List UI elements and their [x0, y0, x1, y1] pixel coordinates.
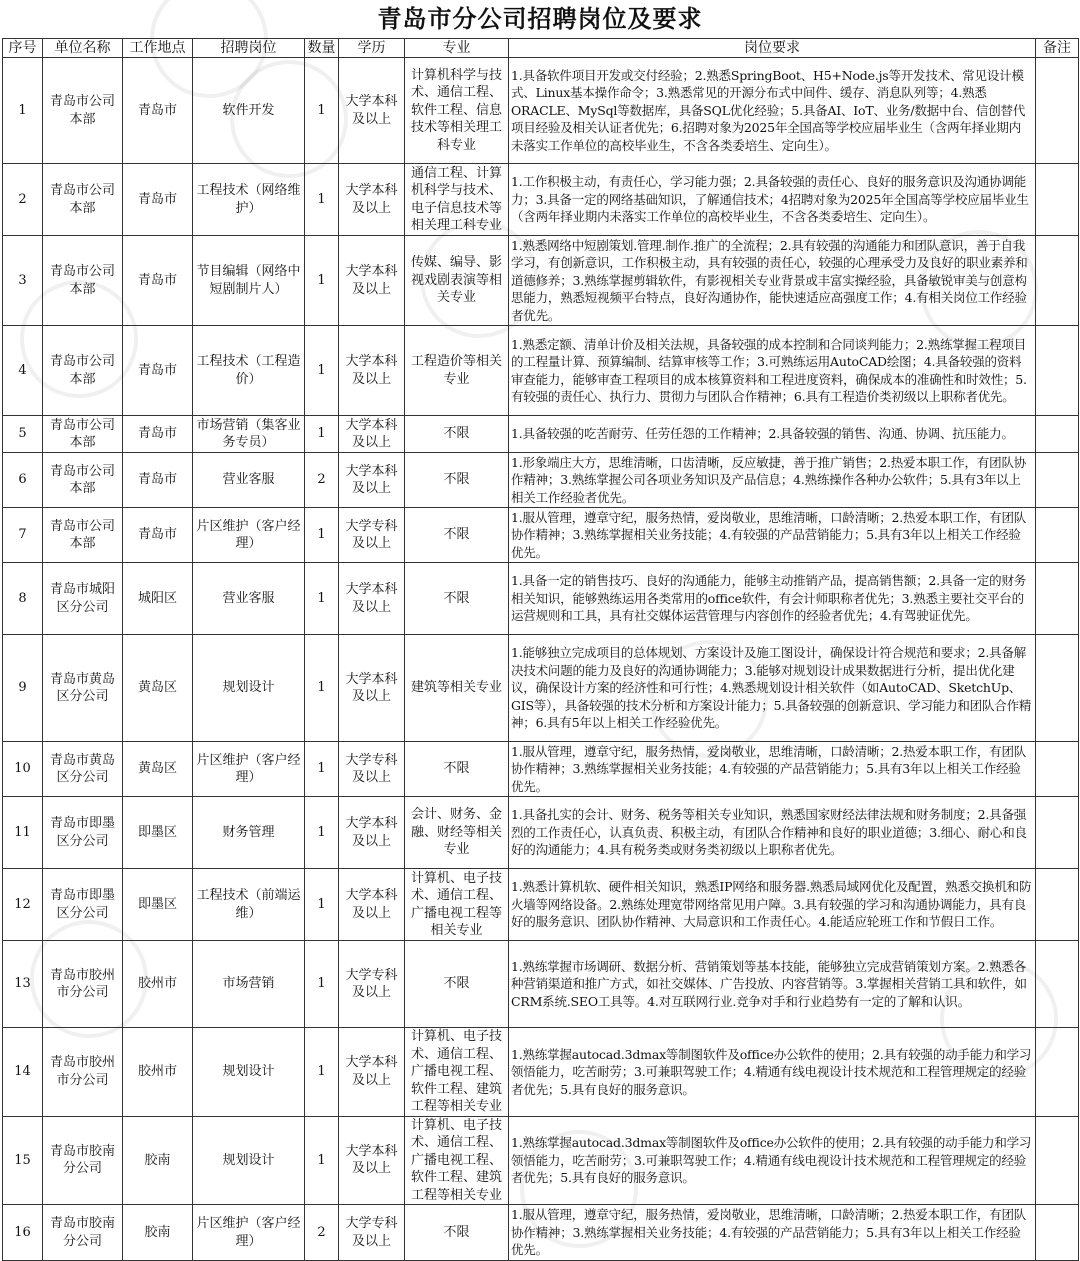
cell-req: 1.具备软件项目开发或交付经验；2.熟悉SpringBoot、H5+Node.js等开发技术、常见设计模式、Linux基本操作命令；3.熟悉常见的开源分布式中间件、缓存、消息队列等；4.熟悉ORACLE、MySql等数据库，具备SQL优化经验；5.具备AI、IoT、业务/数据中台、信创替代项目经验及相关认证者优先；6.招聘对象为2025年全国高等学校应届毕业生（含两年择业期内未落实工作单位的高校毕业生，不含各类委培生、定向生）。 [509, 58, 1036, 164]
cell-req: 1.形象端庄大方，思维清晰，口齿清晰，反应敏捷，善于推广销售；2.热爱本职工作，有团队协作精神；3.熟练掌握公司各项业务知识及产品信息；4.熟练操作各种办公软件；5.具有3年以上相关工作经验者优先。 [509, 453, 1036, 508]
cell-position: 市场营销 [193, 941, 305, 1028]
cell-position: 营业客服 [193, 563, 305, 635]
cell-place: 青岛市 [123, 508, 193, 563]
cell-req: 1.具备一定的销售技巧、良好的沟通能力，能够主动推销产品，提高销售额；2.具备一定的财务相关知识，能够熟练运用各类常用的office软件，有会计师职称者优先；3.熟悉主要社交平台的运营规则和工具，具有社交媒体运营管理与内容创作的经验者优先；4.有驾驶证优先。 [509, 563, 1036, 635]
cell-unit: 青岛市胶南分公司 [43, 1205, 123, 1261]
cell-major: 工程造价等相关专业 [405, 326, 509, 416]
cell-unit: 青岛市公司本部 [43, 416, 123, 453]
header-position: 招聘岗位 [193, 39, 305, 58]
header-edu: 学历 [339, 39, 405, 58]
cell-note [1036, 164, 1079, 236]
cell-major: 计算机科学与技术、通信工程、软件工程、信息技术等相关理工科专业 [405, 58, 509, 164]
cell-count: 1 [305, 563, 339, 635]
table-row [3, 1205, 1079, 1261]
cell-no: 9 [3, 635, 43, 742]
cell-major: 建筑等相关专业 [405, 635, 509, 742]
cell-edu: 大学专科及以上 [339, 508, 405, 563]
table-row [3, 635, 1079, 742]
header-note: 备注 [1036, 39, 1079, 58]
cell-place: 胶南 [123, 1116, 193, 1205]
cell-count: 2 [305, 453, 339, 508]
cell-note [1036, 797, 1079, 869]
cell-unit: 青岛市公司本部 [43, 453, 123, 508]
cell-position: 软件开发 [193, 58, 305, 164]
cell-note [1036, 453, 1079, 508]
cell-place: 青岛市 [123, 326, 193, 416]
cell-req: 1.服从管理，遵章守纪，服务热情，爱岗敬业，思维清晰，口龄清晰；2.热爱本职工作，有团队协作精神；3.熟练掌握相关业务技能；4.有较强的产品营销能力；5.具有3年以上相关工作经验优先。 [509, 1205, 1036, 1261]
cell-req: 1.熟练掌握autocad.3dmax等制图软件及office办公软件的使用；2.具有较强的动手能力和学习领悟能力，吃苦耐劳；3.可兼职驾驶工作；4.精通有线电视设计技术规范和工程管理规定的经验者优先；5.具有良好的服务意识。 [509, 1028, 1036, 1117]
cell-note [1036, 941, 1079, 1028]
header-unit: 单位名称 [43, 39, 123, 58]
cell-edu: 大学专科及以上 [339, 742, 405, 797]
cell-place: 青岛市 [123, 164, 193, 236]
cell-major: 不限 [405, 416, 509, 453]
cell-major: 通信工程、计算机科学与技术、电子信息技术等相关理工科专业 [405, 164, 509, 236]
header-req: 岗位要求 [509, 39, 1036, 58]
cell-position: 工程技术（前端运维） [193, 869, 305, 941]
cell-no: 13 [3, 941, 43, 1028]
cell-position: 节目编辑（网络中短剧制片人） [193, 236, 305, 326]
cell-no: 4 [3, 326, 43, 416]
header-count: 数量 [305, 39, 339, 58]
cell-edu: 大学本科及以上 [339, 416, 405, 453]
cell-major: 不限 [405, 941, 509, 1028]
cell-position: 工程技术（工程造价） [193, 326, 305, 416]
cell-major: 计算机、电子技术、通信工程、广播电视工程等相关专业 [405, 869, 509, 941]
cell-position: 财务管理 [193, 797, 305, 869]
cell-major: 不限 [405, 508, 509, 563]
cell-note [1036, 869, 1079, 941]
cell-no: 10 [3, 742, 43, 797]
cell-note [1036, 635, 1079, 742]
cell-edu: 大学本科及以上 [339, 326, 405, 416]
cell-req: 1.工作积极主动，有责任心，学习能力强；2.具备较强的责任心、良好的服务意识及沟通协调能力；3.具备一定的网络基础知识，了解通信技术；4招聘对象为2025年全国高等学校应届毕业生（含两年择业期内未落实工作单位的高校毕业生，不含各类委培生、定向生）。 [509, 164, 1036, 236]
cell-req: 1.能够独立完成项目的总体规划、方案设计及施工图设计，确保设计符合规范和要求；2.具备解决技术问题的能力及良好的沟通协调能力；3.能够对规划设计成果数据进行分析，提出优化建议，确保设计方案的经济性和可行性；4.熟悉规划设计相关软件（如AutoCAD、SketchUp、GIS等），具备较强的技术分析和方案设计能力；5.具备较强的创新意识、学习能力和团队合作精神；6.具有5年以上相关工作经验优先。 [509, 635, 1036, 742]
cell-req: 1.熟悉计算机软、硬件相关知识，熟悉IP网络和服务器.熟悉局域网优化及配置，熟悉交换机和防火墙等网络设备。2.熟练处理宽带网络常见用户障。3.具有较强的学习和沟通协调能力，具有良好的服务意识、团队协作精神、大局意识和工作责任心。4.能适应轮班工作和节假日工作。 [509, 869, 1036, 941]
cell-unit: 青岛市即墨区分公司 [43, 797, 123, 869]
cell-no: 5 [3, 416, 43, 453]
cell-count: 1 [305, 164, 339, 236]
cell-count: 1 [305, 236, 339, 326]
cell-place: 黄岛区 [123, 742, 193, 797]
cell-place: 黄岛区 [123, 635, 193, 742]
cell-major: 会计、财务、金融、财经等相关专业 [405, 797, 509, 869]
cell-note [1036, 1205, 1079, 1261]
cell-count: 1 [305, 58, 339, 164]
header-no: 序号 [3, 39, 43, 58]
header-major: 专业 [405, 39, 509, 58]
cell-edu: 大学专科及以上 [339, 941, 405, 1028]
cell-no: 12 [3, 869, 43, 941]
cell-count: 1 [305, 508, 339, 563]
cell-unit: 青岛市公司本部 [43, 508, 123, 563]
cell-no: 8 [3, 563, 43, 635]
cell-place: 青岛市 [123, 416, 193, 453]
cell-req: 1.服从管理，遵章守纪，服务热情，爱岗敬业，思维清晰，口龄清晰；2.热爱本职工作，有团队协作精神；3.熟练掌握相关业务技能；4.有较强的产品营销能力；5.具有3年以上相关工作经验优先。 [509, 742, 1036, 797]
cell-position: 市场营销（集客业务专员） [193, 416, 305, 453]
table-row [3, 236, 1079, 326]
cell-count: 1 [305, 1116, 339, 1205]
cell-no: 2 [3, 164, 43, 236]
cell-edu: 大学专科及以上 [339, 1205, 405, 1261]
header-row [3, 39, 1079, 58]
cell-count: 1 [305, 635, 339, 742]
cell-note [1036, 326, 1079, 416]
table-row [3, 416, 1079, 453]
cell-unit: 青岛市黄岛区分公司 [43, 742, 123, 797]
cell-position: 营业客服 [193, 453, 305, 508]
cell-note [1036, 416, 1079, 453]
cell-count: 2 [305, 1205, 339, 1261]
cell-place: 青岛市 [123, 236, 193, 326]
cell-major: 不限 [405, 453, 509, 508]
table-row [3, 869, 1079, 941]
cell-note [1036, 508, 1079, 563]
cell-place: 胶州市 [123, 941, 193, 1028]
cell-place: 即墨区 [123, 869, 193, 941]
table-row [3, 1028, 1079, 1117]
cell-position: 片区维护（客户经理） [193, 1205, 305, 1261]
cell-edu: 大学本科及以上 [339, 869, 405, 941]
cell-note [1036, 1116, 1079, 1205]
cell-unit: 青岛市公司本部 [43, 58, 123, 164]
cell-count: 1 [305, 869, 339, 941]
cell-unit: 青岛市城阳区分公司 [43, 563, 123, 635]
cell-note [1036, 58, 1079, 164]
cell-note [1036, 563, 1079, 635]
cell-position: 片区维护（客户经理） [193, 742, 305, 797]
cell-major: 计算机、电子技术、通信工程、广播电视工程、软件工程、建筑工程等相关专业 [405, 1028, 509, 1117]
cell-req: 1.熟练掌握市场调研、数据分析、营销策划等基本技能，能够独立完成营销策划方案。2.熟悉各种营销渠道和推广方式，如社交媒体、广告投放、内容营销等。3.掌握相关营销工具和软件，如CRM系统.SEO工具等。4.对互联网行业.竞争对手和行业趋势有一定的了解和认识。 [509, 941, 1036, 1028]
cell-note [1036, 236, 1079, 326]
header-place: 工作地点 [123, 39, 193, 58]
cell-no: 7 [3, 508, 43, 563]
cell-major: 不限 [405, 563, 509, 635]
table-row [3, 797, 1079, 869]
page-title: 青岛市分公司招聘岗位及要求 [377, 5, 703, 33]
cell-unit: 青岛市胶南分公司 [43, 1116, 123, 1205]
cell-count: 1 [305, 1028, 339, 1117]
cell-no: 1 [3, 58, 43, 164]
cell-major: 不限 [405, 1205, 509, 1261]
cell-no: 16 [3, 1205, 43, 1261]
cell-no: 15 [3, 1116, 43, 1205]
cell-unit: 青岛市胶州市分公司 [43, 1028, 123, 1117]
table-row [3, 742, 1079, 797]
cell-position: 规划设计 [193, 1028, 305, 1117]
recruitment-table [2, 38, 1079, 1261]
cell-edu: 大学本科及以上 [339, 58, 405, 164]
cell-note [1036, 1028, 1079, 1117]
table-row [3, 326, 1079, 416]
cell-major: 传媒、编导、影视戏剧表演等相关专业 [405, 236, 509, 326]
cell-place: 即墨区 [123, 797, 193, 869]
cell-edu: 大学本科及以上 [339, 635, 405, 742]
cell-unit: 青岛市即墨区分公司 [43, 869, 123, 941]
cell-place: 青岛市 [123, 453, 193, 508]
cell-edu: 大学本科及以上 [339, 164, 405, 236]
cell-edu: 大学本科及以上 [339, 1116, 405, 1205]
table-row [3, 1116, 1079, 1205]
table-row [3, 164, 1079, 236]
cell-count: 1 [305, 416, 339, 453]
cell-major: 不限 [405, 742, 509, 797]
cell-no: 3 [3, 236, 43, 326]
cell-unit: 青岛市公司本部 [43, 236, 123, 326]
cell-position: 规划设计 [193, 1116, 305, 1205]
cell-place: 青岛市 [123, 58, 193, 164]
cell-count: 1 [305, 941, 339, 1028]
cell-unit: 青岛市公司本部 [43, 326, 123, 416]
cell-no: 6 [3, 453, 43, 508]
cell-place: 胶南 [123, 1205, 193, 1261]
cell-no: 11 [3, 797, 43, 869]
cell-position: 规划设计 [193, 635, 305, 742]
cell-req: 1.熟悉定额、清单计价及相关法规，具备较强的成本控制和合同谈判能力；2.熟练掌握工程项目的工程量计算、预算编制、结算审核等工作；3.可熟练运用AutoCAD绘图；4.具备较强的资料审查能力，能够审查工程项目的成本核算资料和工程进度资料，确保成本的准确性和时效性；5.有较强的责任心、执行力、贯彻力与团队合作精神；6.具有工程造价类初级以上职称者优先。 [509, 326, 1036, 416]
cell-edu: 大学本科及以上 [339, 236, 405, 326]
cell-req: 1.熟练掌握autocad.3dmax等制图软件及office办公软件的使用；2.具有较强的动手能力和学习领悟能力，吃苦耐劳；3.可兼职驾驶工作；4.精通有线电视设计技术规范和工程管理规定的经验者优先；5.具有良好的服务意识。 [509, 1116, 1036, 1205]
cell-count: 1 [305, 326, 339, 416]
cell-no: 14 [3, 1028, 43, 1117]
table-row [3, 58, 1079, 164]
cell-unit: 青岛市胶州市分公司 [43, 941, 123, 1028]
cell-req: 1.具备较强的吃苦耐劳、任劳任怨的工作精神；2.具备较强的销售、沟通、协调、抗压能力。 [509, 416, 1036, 453]
cell-position: 工程技术（网络维护） [193, 164, 305, 236]
cell-unit: 青岛市公司本部 [43, 164, 123, 236]
table-row [3, 563, 1079, 635]
cell-count: 1 [305, 742, 339, 797]
cell-req: 1.服从管理，遵章守纪，服务热情，爱岗敬业，思维清晰，口龄清晰；2.热爱本职工作，有团队协作精神；3.熟练掌握相关业务技能；4.有较强的产品营销能力；5.具有3年以上相关工作经验优先。 [509, 508, 1036, 563]
cell-position: 片区维护（客户经理） [193, 508, 305, 563]
table-row [3, 508, 1079, 563]
cell-count: 1 [305, 797, 339, 869]
table-row [3, 453, 1079, 508]
cell-place: 胶州市 [123, 1028, 193, 1117]
cell-major: 计算机、电子技术、通信工程、广播电视工程、软件工程、建筑工程等相关专业 [405, 1116, 509, 1205]
cell-edu: 大学本科及以上 [339, 563, 405, 635]
cell-place: 城阳区 [123, 563, 193, 635]
cell-edu: 大学本科及以上 [339, 453, 405, 508]
cell-note [1036, 742, 1079, 797]
cell-req: 1.熟悉网络中短剧策划.管理.制作.推广的全流程；2.具有较强的沟通能力和团队意识，善于自我学习，有创新意识，工作积极主动，具有较强的责任心，较强的心理承受力及良好的职业素养和道德修养；3.熟练掌握剪辑软件，有影视相关专业背景或丰富实操经验，具备敏锐审美与创意构思能力，熟悉短视频平台特点，良好沟通协作，能快速适应高强度工作；4.有相关岗位工作经验者优先。 [509, 236, 1036, 326]
cell-req: 1.具备扎实的会计、财务、税务等相关专业知识，熟悉国家财经法律法规和财务制度；2.具备强烈的工作责任心，认真负责、积极主动，有团队合作精神和良好的职业道德；3.细心、耐心和良好的沟通能力；4.具有税务类或财务类初级以上职称者优先。 [509, 797, 1036, 869]
cell-edu: 大学本科及以上 [339, 1028, 405, 1117]
cell-unit: 青岛市黄岛区分公司 [43, 635, 123, 742]
table-row [3, 941, 1079, 1028]
cell-edu: 大学本科及以上 [339, 797, 405, 869]
